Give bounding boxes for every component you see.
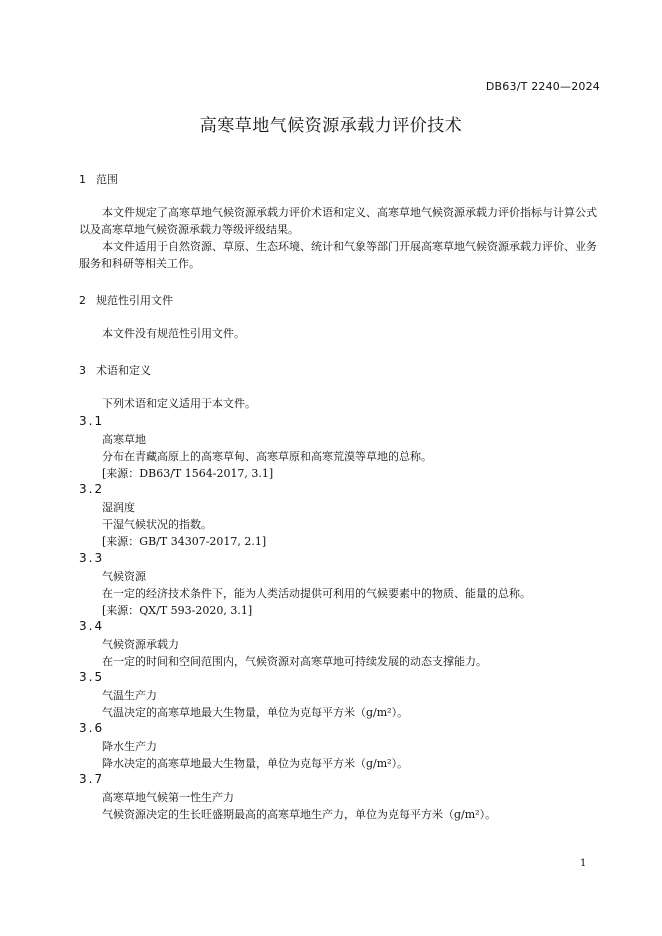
term-title: 高寒草地	[102, 433, 146, 446]
section-2-heading	[79, 292, 173, 308]
term-title: 降水生产力	[102, 740, 157, 753]
paragraph: 下列术语和定义适用于本文件。	[102, 397, 256, 410]
clause-number: 3.5	[79, 670, 105, 684]
clause-number: 3.6	[79, 721, 105, 735]
term-definition: 干湿气候状况的指数。	[102, 518, 212, 531]
paragraph: 本文件适用于自然资源、草原、生态环境、统计和气象等部门开展高寒草地气候资源承载力评价、业务服务和科研等相关工作。	[79, 240, 597, 270]
term-source: [来源：QX/T 593-2020, 3.1]	[102, 604, 253, 617]
term-title: 气候资源	[102, 570, 146, 583]
document-title: 高寒草地气候资源承载力评价技术	[199, 116, 463, 136]
term-definition: 气候资源决定的生长旺盛期最高的高寒草地生产力，单位为克每平方米（g/m²）。	[102, 808, 497, 821]
clause-number: 3.1	[79, 414, 105, 428]
clause-number: 3.2	[79, 482, 105, 496]
term-definition: 气温决定的高寒草地最大生物量，单位为克每平方米（g/m²）。	[102, 706, 409, 719]
clause-number: 3.7	[79, 772, 105, 786]
term-definition: 在一定的经济技术条件下，能为人类活动提供可利用的气候要素中的物质、能量的总称。	[102, 587, 531, 600]
term-title: 气候资源承载力	[102, 638, 179, 651]
section-number: 1	[79, 173, 86, 186]
term-title: 高寒草地气候第一性生产力	[102, 791, 234, 804]
section-title: 范围	[96, 173, 118, 186]
section-title: 规范性引用文件	[96, 294, 173, 307]
clause-number: 3.3	[79, 551, 105, 565]
term-title: 气温生产力	[102, 689, 157, 702]
term-title: 湿润度	[102, 501, 135, 514]
term-definition: 分布在青藏高原上的高寒草甸、高寒草原和高寒荒漠等草地的总称。	[102, 450, 432, 463]
section-number: 3	[79, 364, 86, 377]
section-title: 术语和定义	[96, 364, 151, 377]
paragraph: 本文件没有规范性引用文件。	[102, 327, 245, 340]
term-source: [来源：DB63/T 1564-2017, 3.1]	[102, 467, 274, 480]
section-1-heading	[79, 171, 118, 187]
term-definition: 在一定的时间和空间范围内，气候资源对高寒草地可持续发展的动态支撑能力。	[102, 655, 487, 668]
term-definition: 降水决定的高寒草地最大生物量，单位为克每平方米（g/m²）。	[102, 757, 409, 770]
page-number: 1	[580, 858, 587, 869]
section-3-heading	[79, 362, 151, 378]
paragraph: 本文件规定了高寒草地气候资源承载力评价术语和定义、高寒草地气候资源承载力评价指标与计算公式以及高寒草地气候资源承载力等级评级结果。	[79, 206, 597, 236]
term-source: [来源：GB/T 34307-2017, 2.1]	[102, 535, 267, 548]
section-number: 2	[79, 294, 86, 307]
document-code: DB63/T 2240—2024	[485, 80, 600, 93]
clause-number: 3.4	[79, 619, 105, 633]
